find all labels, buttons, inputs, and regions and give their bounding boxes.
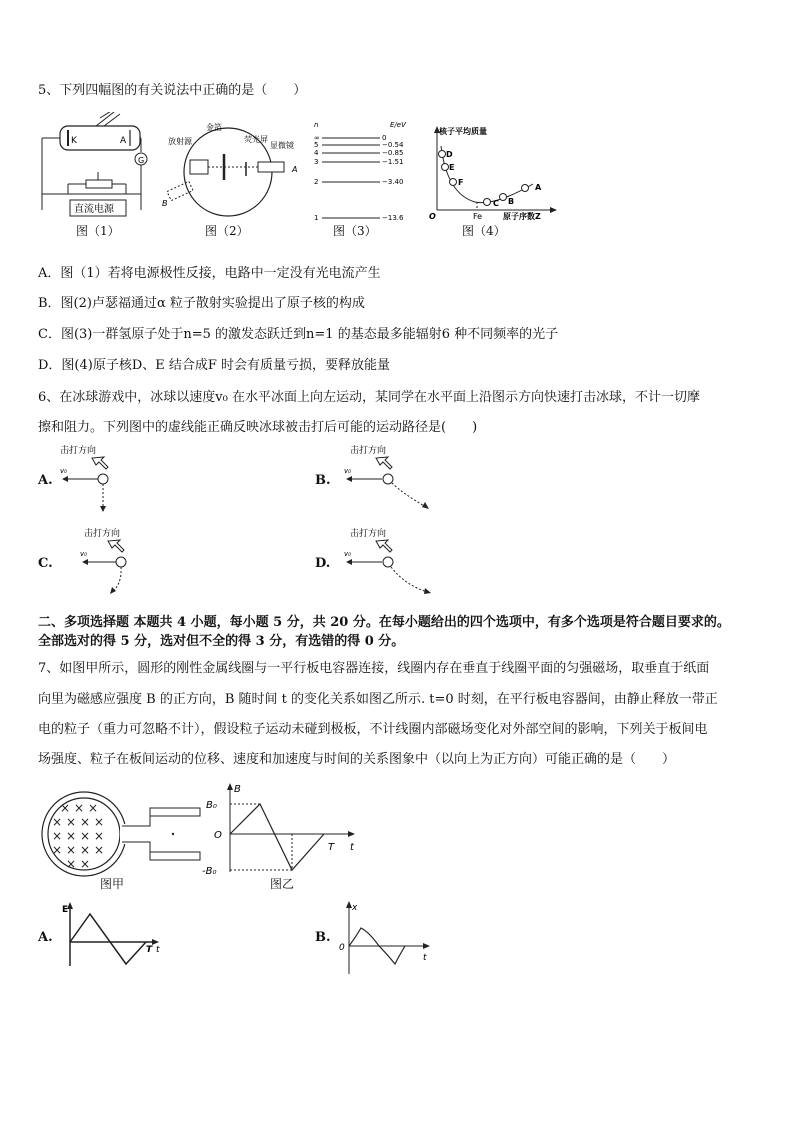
svg-text:击打方向: 击打方向 (60, 446, 97, 456)
fig2-screen-label: 荧光屏 (244, 135, 268, 144)
q5-option-d: D．图(4)原子核D、E 结合成F 时会有质量亏损，要释放能量 (38, 358, 391, 373)
svg-text:−13.6: −13.6 (382, 214, 404, 222)
svg-text:F: F (458, 178, 464, 187)
q5-option-c: C．图(3)一群氢原子处于n=5 的激发态跃迁到n=1 的基态最多能辐射6 种不同频率的光子 (38, 327, 559, 342)
svg-text:×: × (52, 829, 63, 843)
q6-option-d-diagram (340, 526, 435, 596)
section2-line1: 二、多项选择题 本题共 4 小题，每小题 5 分，共 20 分。在每小题给出的四个选项中，有多个选项是符合题目要求的。 (38, 615, 730, 630)
svg-text:×: × (80, 815, 91, 829)
fig-yi-T: T (328, 842, 335, 853)
svg-text:×: × (94, 843, 105, 857)
fig3-level-5 (314, 141, 404, 149)
section2-line2: 全部选对的得 5 分，选对但不全的得 3 分，有选错的得 0 分。 (38, 634, 405, 649)
fig4-point-a (522, 185, 529, 192)
svg-text:0: 0 (339, 943, 345, 953)
fig-yi-b-axis: B (234, 784, 241, 795)
fig4-fe-label: Fe (473, 212, 483, 221)
svg-text:T: T (146, 945, 153, 955)
fig3-e-label: E/eV (390, 121, 406, 129)
q7-option-b-graph (333, 898, 433, 976)
fig2-b-label: B (162, 199, 168, 208)
fig1-caption: 图（1） (76, 224, 120, 238)
fig4-point-f (450, 179, 457, 186)
svg-text:t: t (156, 945, 160, 955)
svg-text:×: × (80, 843, 91, 857)
svg-text:v₀: v₀ (60, 467, 67, 475)
svg-text:C: C (493, 199, 499, 208)
q7-fig-yi-caption: 图乙 (270, 877, 295, 891)
svg-text:×: × (66, 857, 77, 871)
fig3-level-4 (314, 149, 403, 157)
q7-fig-jia-coil-capacitor (38, 790, 218, 882)
svg-text:t: t (423, 953, 427, 963)
svg-text:−0.85: −0.85 (382, 149, 404, 157)
svg-text:×: × (66, 815, 77, 829)
q7-fig-yi-b-graph (200, 780, 360, 880)
svg-text:×: × (66, 843, 77, 857)
svg-text:×: × (80, 829, 91, 843)
svg-text:5: 5 (314, 141, 319, 149)
q7-fig-jia-caption: 图甲 (100, 877, 125, 891)
fig2-gold-label: 金箔 (206, 123, 222, 132)
fig2-caption: 图（2） (205, 224, 249, 238)
svg-text:击打方向: 击打方向 (350, 529, 387, 539)
fig1-k-label: K (71, 136, 77, 146)
fig2-rutherford-apparatus (162, 116, 307, 218)
svg-text:×: × (52, 843, 63, 857)
fig1-a-label: A (120, 136, 127, 146)
fig1-source-label: 直流电源 (74, 204, 114, 215)
svg-text:×: × (88, 801, 99, 815)
fig4-point-e (442, 164, 449, 171)
svg-text:×: × (80, 857, 91, 871)
svg-text:×: × (52, 815, 63, 829)
fig4-ylabel: 核子平均质量 (439, 127, 487, 136)
q6-option-d-label: D. (315, 556, 331, 571)
q6-option-c-diagram (78, 526, 148, 596)
svg-text:A: A (535, 183, 542, 192)
fig3-energy-levels (310, 118, 420, 224)
svg-text:击打方向: 击打方向 (350, 446, 387, 456)
svg-text:−1.51: −1.51 (382, 158, 404, 166)
q6-stem-line1: 6、在冰球游戏中，冰球以速度v₀ 在水平冰面上向左运动，某同学在水平面上沿图示方向快速打击冰球，不计一切摩 (38, 390, 700, 405)
q6-option-c-label: C. (38, 556, 53, 571)
q7-line2: 向里为磁感应强度 B 的正方向，B 随时间 t 的变化关系如图乙所示. t=0 时刻，在平行板电容器间，由静止释放一带正 (38, 692, 718, 707)
fig-yi-origin: O (214, 830, 222, 841)
svg-text:3: 3 (314, 158, 319, 166)
fig4-caption: 图（4） (462, 224, 506, 238)
fig-yi-t-axis: t (350, 842, 354, 853)
fig4-point-b (500, 194, 507, 201)
svg-text:B: B (508, 197, 515, 206)
q6-option-b-label: B. (315, 473, 331, 488)
q7-line4: 场强度、粒子在板间运动的位移、速度和加速度与时间的关系图象中（以向上为正方向）可能正确的是（ ） (38, 752, 676, 767)
svg-text:0: 0 (382, 134, 387, 142)
svg-text:4: 4 (314, 149, 319, 157)
svg-text:1: 1 (314, 214, 319, 222)
svg-text:−0.54: −0.54 (382, 141, 404, 149)
svg-text:−3.40: −3.40 (382, 178, 404, 186)
q7-option-a-label: A. (38, 930, 53, 945)
q7-option-b-label: B. (315, 930, 331, 945)
q5-option-b: B．图(2)卢瑟福通过α 粒子散射实验提出了原子核的构成 (38, 296, 365, 311)
svg-text:E: E (62, 905, 69, 915)
svg-text:击打方向: 击打方向 (84, 529, 121, 539)
fig1-g-label: G (138, 156, 145, 165)
svg-text:v₀: v₀ (344, 550, 351, 558)
fig3-level-3 (314, 158, 403, 166)
q5-stem: 5、下列四幅图的有关说法中正确的是（ ） (38, 83, 307, 98)
q6-option-a-label: A. (38, 473, 53, 488)
fig4-point-d (439, 151, 446, 158)
q7-line1: 7、如图甲所示，圆形的刚性金属线圈与一平行板电容器连接，线圈内存在垂直于线圈平面的匀强磁场，取垂直于纸面 (38, 661, 710, 676)
fig4-xlabel: 原子序数Z (503, 212, 541, 221)
fig2-a-label: A (292, 165, 298, 174)
svg-text:D: D (446, 150, 453, 159)
q6-option-b-diagram (340, 443, 435, 513)
fig-yi-neg-b0: -B₀ (202, 866, 217, 877)
fig2-source-label: 放射源 (168, 137, 192, 146)
fig4-nucleon-mass-curve (425, 124, 560, 222)
q6-option-a-diagram (58, 443, 128, 513)
fig4-origin: O (429, 212, 436, 221)
fig3-n-label: n (314, 121, 319, 129)
fig3-level-inf (314, 134, 386, 142)
svg-text:v₀: v₀ (80, 550, 87, 558)
svg-text:E: E (449, 163, 455, 172)
fig3-caption: 图（3） (333, 224, 377, 238)
svg-text:×: × (60, 801, 71, 815)
fig-yi-b0: B₀ (206, 800, 217, 811)
fig3-level-1 (314, 214, 404, 222)
fig3-level-2 (314, 178, 403, 186)
svg-text:×: × (94, 815, 105, 829)
svg-text:v₀: v₀ (344, 467, 351, 475)
svg-text:2: 2 (314, 178, 319, 186)
q5-option-a: A．图（1）若将电源极性反接，电路中一定没有光电流产生 (38, 266, 381, 281)
svg-text:x: x (352, 903, 358, 913)
fig2-microscope-label: 显微镜 (270, 141, 294, 150)
q7-line3: 电的粒子（重力可忽略不计），假设粒子运动未碰到极板，不计线圈内部磁场变化对外部空间的影响，下列关于板间电 (38, 722, 708, 737)
svg-text:×: × (66, 829, 77, 843)
fig4-point-c (484, 199, 491, 206)
q6-stem-line2: 擦和阻力。下列图中的虚线能正确反映冰球被击打后可能的运动路径是( ) (38, 420, 478, 435)
svg-text:∞: ∞ (314, 134, 320, 142)
svg-text:×: × (94, 829, 105, 843)
svg-text:×: × (74, 801, 85, 815)
fig1-photoelectric-circuit (38, 112, 156, 220)
q7-option-a-graph (60, 900, 165, 970)
